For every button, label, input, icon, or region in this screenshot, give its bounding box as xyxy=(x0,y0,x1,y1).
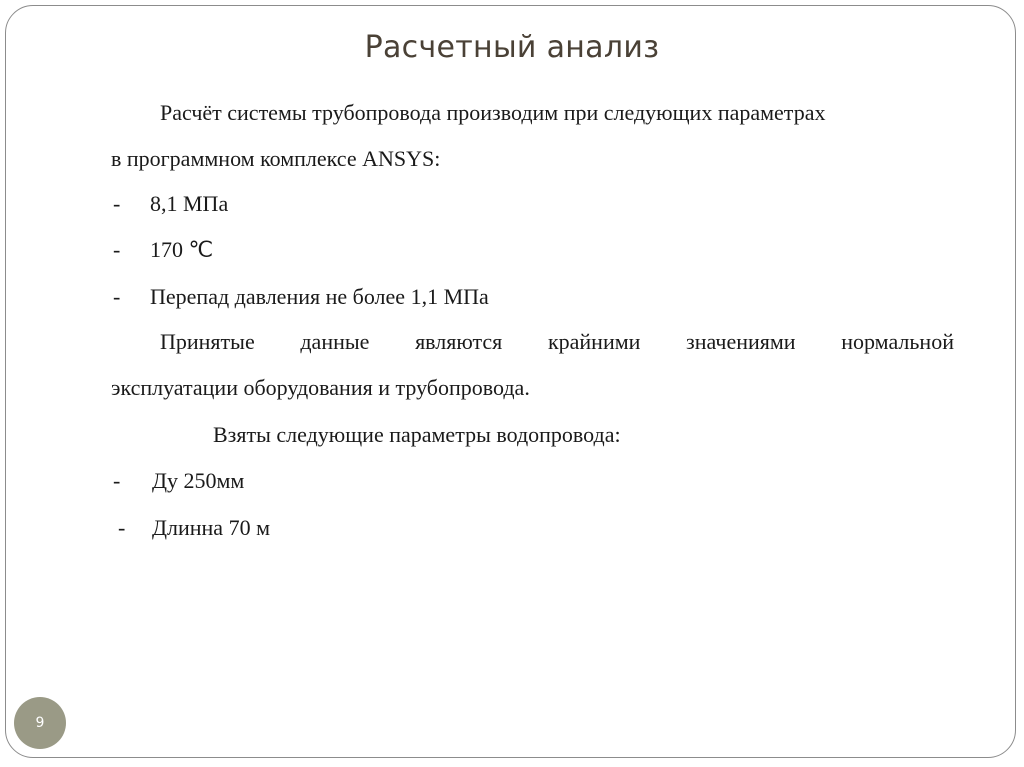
slide-title: Расчетный анализ xyxy=(364,30,660,65)
accepted-word: Принятые xyxy=(160,329,255,354)
accepted-word: значениями xyxy=(686,329,796,354)
param-dash-2: - xyxy=(113,237,121,262)
water-diameter: Ду 250мм xyxy=(152,468,245,493)
param-temperature: 170 ℃ xyxy=(150,237,214,262)
param-dash-3: - xyxy=(113,284,121,309)
water-intro: Взяты следующие параметры водопровода: xyxy=(213,422,621,447)
accepted-line-1 xyxy=(160,329,954,355)
accepted-word: являются xyxy=(415,329,503,354)
intro-line-1: Расчёт системы трубопровода производим при следующих параметрах xyxy=(160,100,826,125)
water-length: Длинна 70 м xyxy=(152,515,270,540)
intro-line-2: в программном комплексе ANSYS: xyxy=(111,146,441,171)
accepted-word: данные xyxy=(300,329,370,354)
param-pressure: 8,1 МПа xyxy=(150,191,229,216)
param-pressure-drop: Перепад давления не более 1,1 МПа xyxy=(150,284,489,309)
water-dash-2: - xyxy=(118,515,126,540)
page-number-badge: 9 xyxy=(14,697,66,749)
accepted-word: крайними xyxy=(547,329,641,354)
water-dash-1: - xyxy=(113,468,121,493)
accepted-word: нормальной xyxy=(841,329,954,354)
accepted-line-2: эксплуатации оборудования и трубопровода. xyxy=(111,375,530,400)
param-dash-1: - xyxy=(113,191,121,216)
